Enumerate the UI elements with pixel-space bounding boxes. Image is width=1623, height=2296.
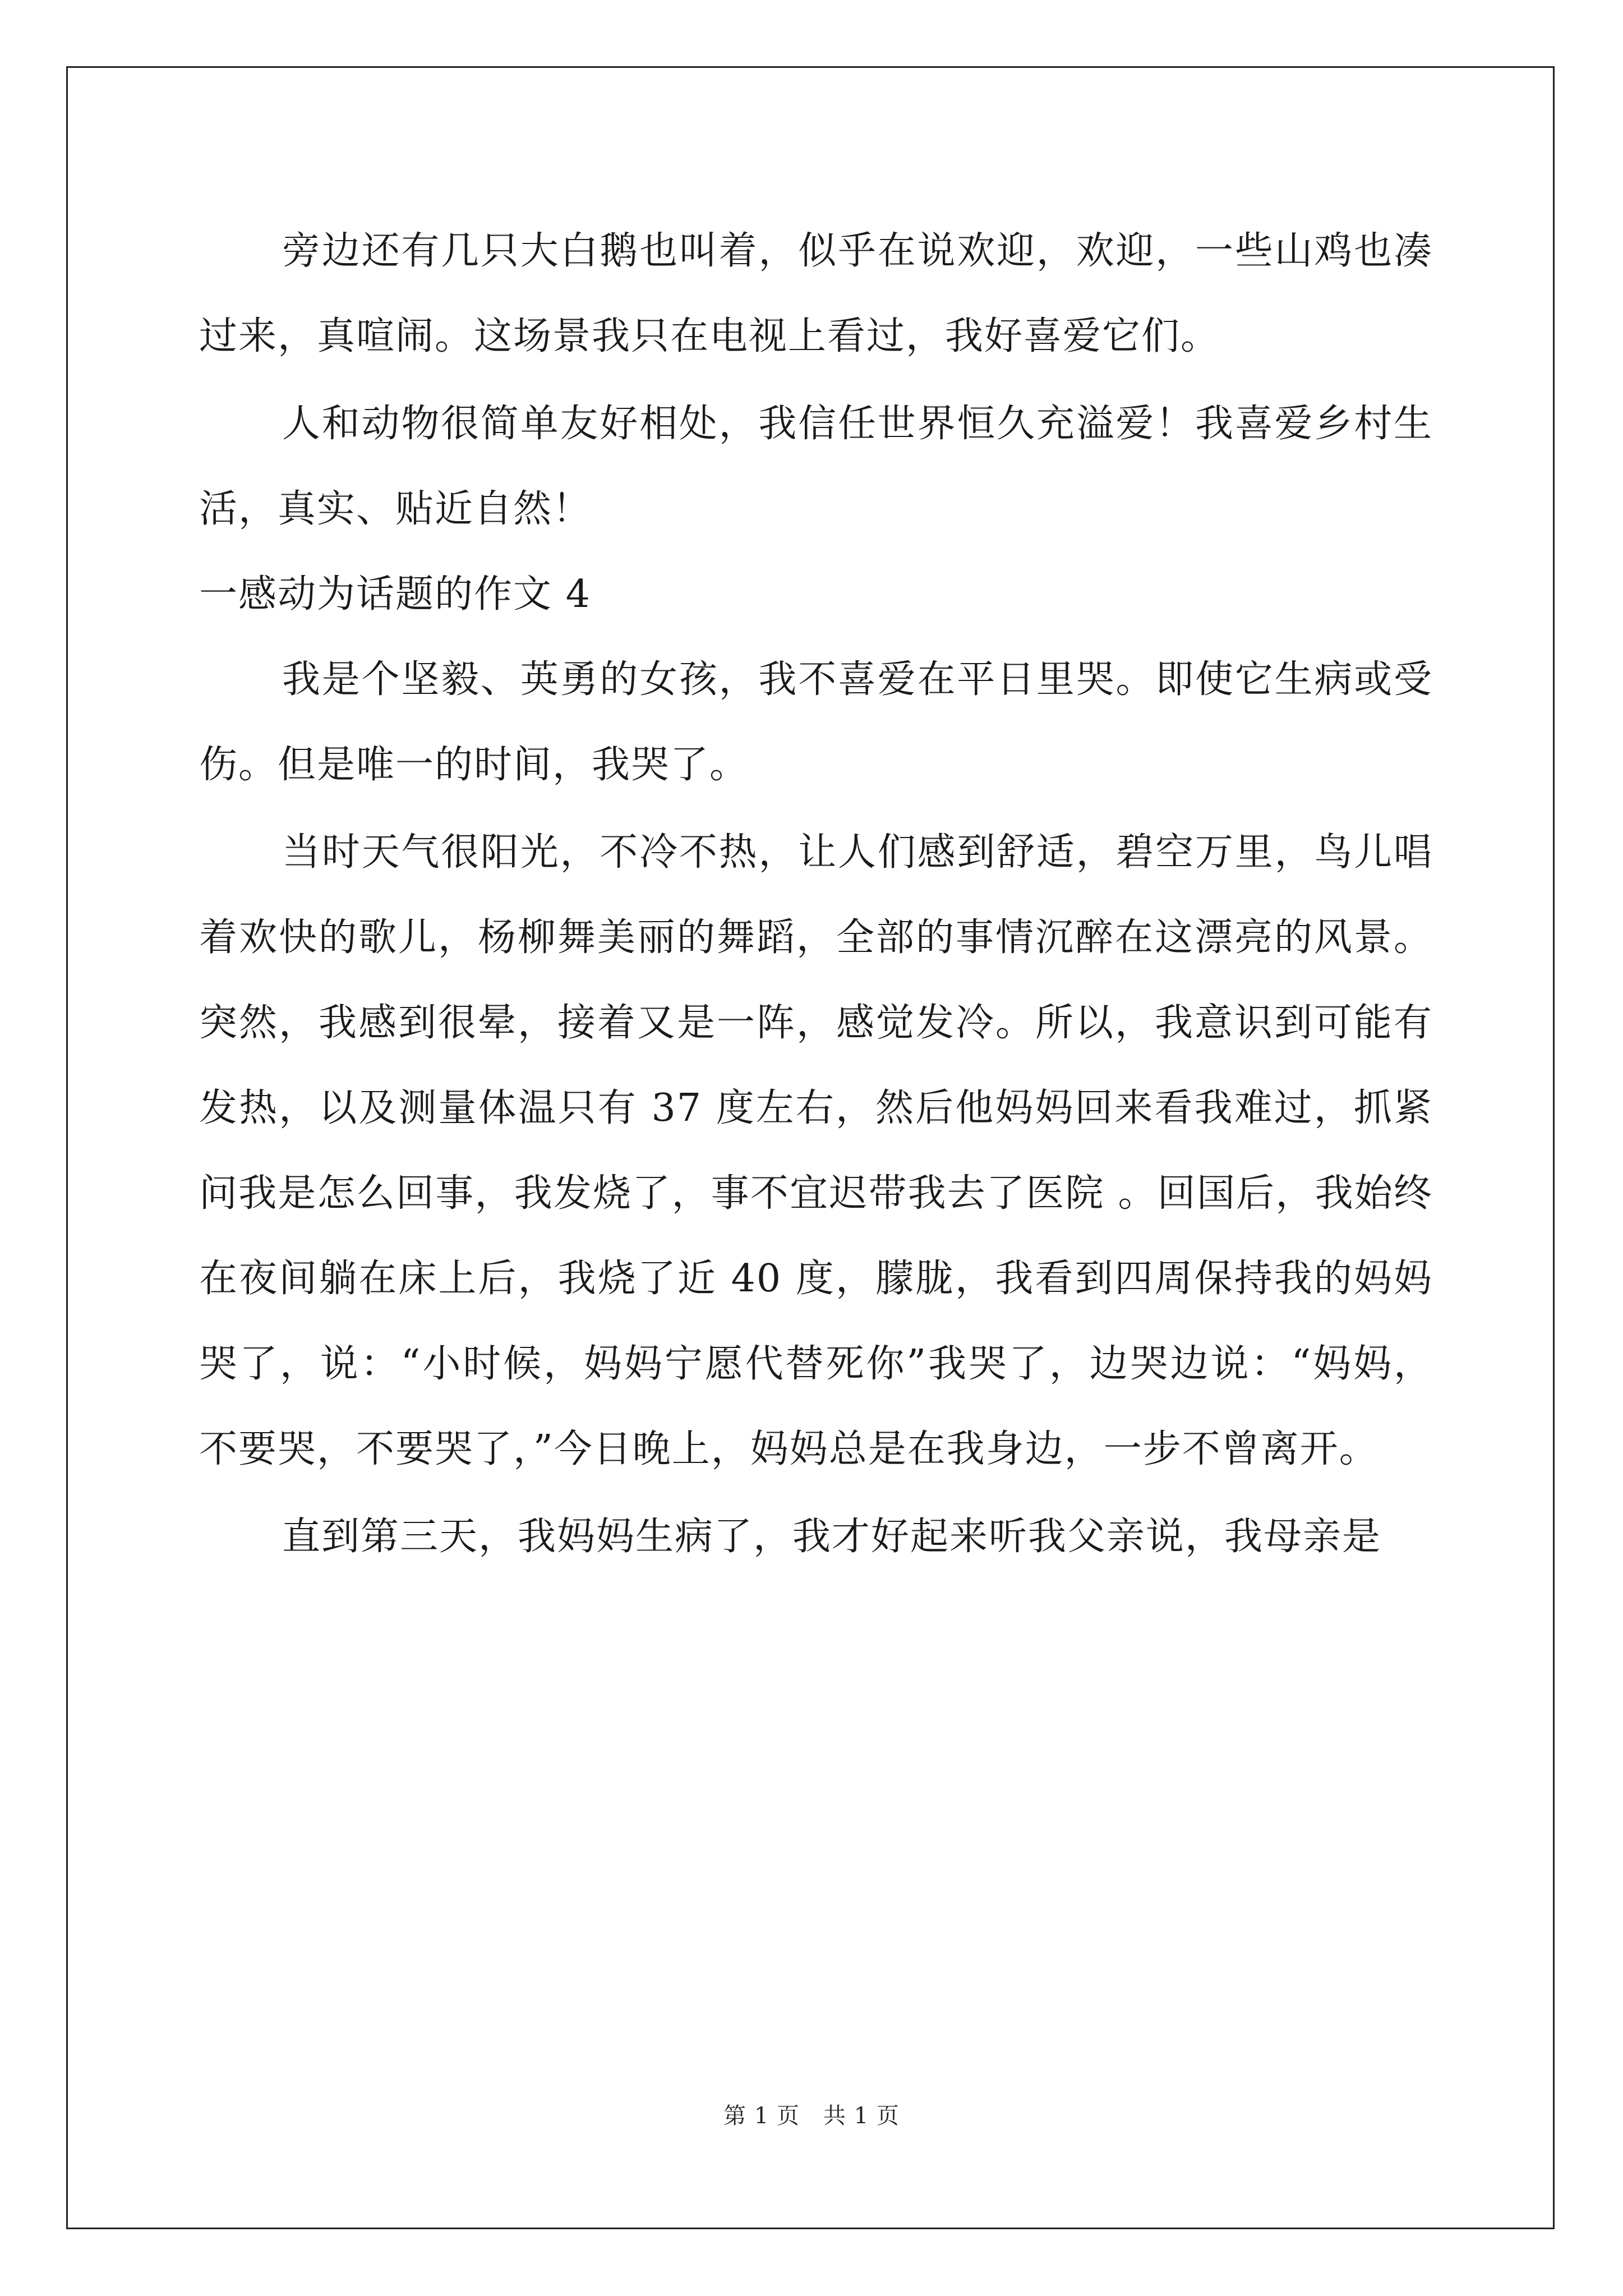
page-total: 共 1 页 <box>823 2103 900 2129</box>
paragraph-5: 直到第三天，我妈妈生病了，我才好起来听我父亲说，我母亲是 <box>282 1515 1382 1559</box>
paragraph-4: 当时天气很阳光，不冷不热，让人们感到舒适，碧空万里，鸟儿唱着欢快的歌儿，杨柳舞美丽的舞蹈，全部的事情沉醉在这漂亮的风景。突然，我感到很晕，接着又是一阵，感觉发冷。所以，我意识到可能有发热，以及测量体温只有 37 度左右，然后他妈妈回来看我难过，抓紧问我是怎么回事，我发烧了，事不宜迟带我去了医院 。回国后，我始终在夜间躺在床上后，我烧了近 40 度，朦胧，我看到四周保持我的妈妈哭了，说：“小时候，妈妈宁愿代替死你”我哭了，边哭边说：“妈妈，不要哭，不要哭了，”今日晚上，妈妈总是在我身边，一步不曾离开。 <box>199 830 1433 1471</box>
page-number: 第 1 页 <box>723 2103 800 2129</box>
document-body <box>199 209 1433 1580</box>
paragraph-1: 旁边还有几只大白鹅也叫着，似乎在说欢迎，欢迎，一些山鸡也凑过来，真喧闹。这场景我只在电视上看过，我好喜爱它们。 <box>199 229 1433 358</box>
paragraph-2: 人和动物很简单友好相处，我信任世界恒久充溢爱！我喜爱乡村生活，真实、贴近自然！ <box>199 402 1433 531</box>
page-footer <box>0 2098 1623 2130</box>
paragraph-3: 我是个坚毅、英勇的女孩，我不喜爱在平日里哭。即使它生病或受伤。但是唯一的时间，我哭了。 <box>199 657 1433 787</box>
section-heading: 一感动为话题的作文 4 <box>199 572 591 616</box>
